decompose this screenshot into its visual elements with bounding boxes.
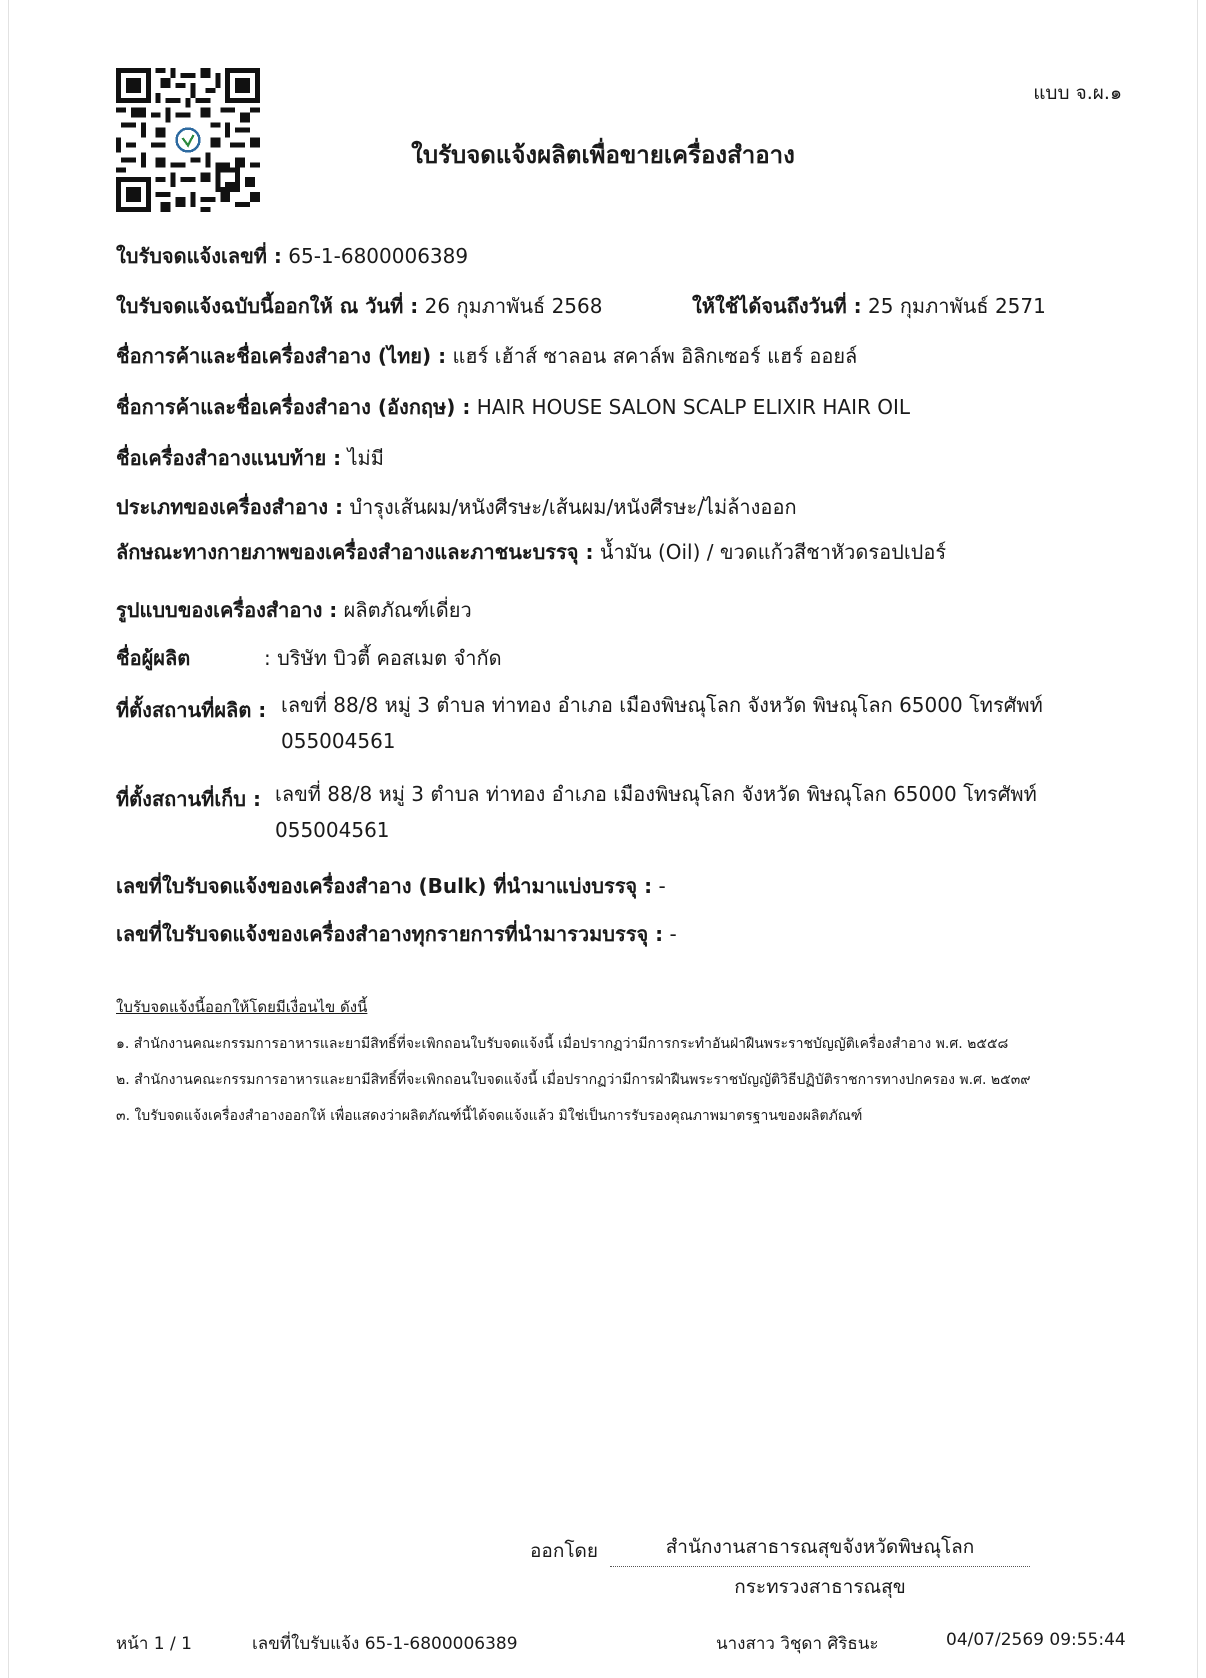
issue-date: 26 กุมภาพันธ์ 2568	[424, 294, 603, 318]
page-border-right	[1197, 0, 1198, 1678]
conditions-title: ใบรับจดแจ้งนี้ออกให้โดยมีเงื่อนไข ดังนี้	[116, 998, 368, 1016]
format-row	[116, 597, 472, 623]
valid-until-row	[692, 293, 1046, 319]
condition-item-2: ๒. สำนักงานคณะกรรมการอาหารและยามีสิทธิ์ที่จะเพิกถอนใบจดแจ้งนี้ เมื่อปรากฏว่ามีการฝ่าฝืนพระราชบัญญัติวิธีปฏิบัติราชการทางปกครอง พ.ศ. ๒๕๓๙	[116, 1072, 1031, 1088]
name-english-label: ชื่อการค้าและชื่อเครื่องสำอาง (อังกฤษ) :	[116, 395, 471, 419]
name-english: HAIR HOUSE SALON SCALP ELIXIR HAIR OIL	[476, 395, 910, 419]
combined-label: เลขที่ใบรับจดแจ้งของเครื่องสำอางทุกรายการที่นำมารวมบรรจุ :	[116, 922, 664, 946]
physical-label: ลักษณะทางกายภาพของเครื่องสำอางและภาชนะบรรจุ :	[116, 540, 594, 564]
name-english-row	[116, 394, 910, 420]
storage-address: เลขที่ 88/8 หมู่ 3 ตำบล ท่าทอง อำเภอ เมืองพิษณุโลก จังหวัด พิษณุโลก 65000 โทรศัพท์ 055004561	[275, 782, 1037, 842]
issuing-ministry: กระทรวงสาธารณสุข	[734, 1576, 906, 1598]
format-label: รูปแบบของเครื่องสำอาง :	[116, 598, 338, 622]
issuing-office: สำนักงานสาธารณสุขจังหวัดพิษณุโลก	[610, 1532, 1030, 1567]
combined-value: -	[669, 922, 677, 946]
manufacturer-row	[116, 645, 190, 671]
physical-value: น้ำมัน (Oil) / ขวดแก้วสีชาหัวดรอปเปอร์	[599, 540, 947, 564]
document-title: ใบรับจดแจ้งผลิตเพื่อขายเครื่องสำอาง	[411, 141, 795, 169]
storage-address-label: ที่ตั้งสถานที่เก็บ :	[116, 787, 261, 811]
name-thai: แฮร์ เฮ้าส์ ซาลอน สคาล์พ อิลิกเซอร์ แฮร์ ออยล์	[452, 344, 858, 368]
valid-until-date: 25 กุมภาพันธ์ 2571	[868, 294, 1046, 318]
condition-item-3: ๓. ใบรับจดแจ้งเครื่องสำอางออกให้ เพื่อแสดงว่าผลิตภัณฑ์นี้ได้จดแจ้งแล้ว มิใช่เป็นการรับรองคุณภาพมาตรฐานของผลิตภัณฑ์	[116, 1108, 863, 1124]
name-thai-label: ชื่อการค้าและชื่อเครื่องสำอาง (ไทย) :	[116, 344, 447, 368]
issued-by-label: ออกโดย	[530, 1540, 599, 1562]
name-thai-row	[116, 343, 857, 369]
footer-reference: เลขที่ใบรับแจ้ง 65-1-6800006389	[252, 1634, 518, 1654]
condition-item-1: ๑. สำนักงานคณะกรรมการอาหารและยามีสิทธิ์ที่จะเพิกถอนใบรับจดแจ้งนี้ เมื่อปรากฏว่ามีการกระทำอันฝ่าฝืนพระราชบัญญัติเครื่องสำอาง พ.ศ. ๒๕๕๘	[116, 1036, 1009, 1052]
cosmetic-type: บำรุงเส้นผม/หนังศีรษะ/เส้นผม/หนังศีรษะ/ไม่ล้างออก	[349, 495, 797, 519]
issue-date-row	[116, 293, 602, 319]
manufacturer-name: บริษัท บิวตี้ คอสเมต จำกัด	[277, 646, 502, 670]
page-border-left	[8, 0, 9, 1678]
form-code: แบบ จ.ผ.๑	[1033, 82, 1122, 104]
bulk-row	[116, 873, 666, 899]
appendix-label: ชื่อเครื่องสำอางแนบท้าย :	[116, 446, 342, 470]
mfg-address-label: ที่ตั้งสถานที่ผลิต :	[116, 698, 267, 722]
format-value: ผลิตภัณฑ์เดี่ยว	[343, 598, 472, 622]
valid-until-label: ให้ใช้ได้จนถึงวันที่ :	[692, 294, 862, 318]
notification-number-label: ใบรับจดแจ้งเลขที่ :	[116, 244, 282, 268]
mfg-address: เลขที่ 88/8 หมู่ 3 ตำบล ท่าทอง อำเภอ เมืองพิษณุโลก จังหวัด พิษณุโลก 65000 โทรศัพท์ 055004561	[281, 693, 1043, 753]
notification-number-row	[116, 243, 468, 269]
appendix-value: ไม่มี	[347, 446, 384, 470]
cosmetic-type-row	[116, 494, 797, 520]
bulk-label: เลขที่ใบรับจดแจ้งของเครื่องสำอาง (Bulk) ที่นำมาแบ่งบรรจุ :	[116, 874, 653, 898]
manufacturer-label: ชื่อผู้ผลิต	[116, 646, 191, 670]
officer-name: นางสาว วิชุดา ศิริธนะ	[716, 1634, 879, 1654]
issue-date-label: ใบรับจดแจ้งฉบับนี้ออกให้ ณ วันที่ :	[116, 294, 419, 318]
bulk-value: -	[658, 874, 666, 898]
appendix-row	[116, 445, 384, 471]
cosmetic-type-label: ประเภทของเครื่องสำอาง :	[116, 495, 343, 519]
manufacturer-colon: :	[264, 646, 271, 670]
physical-row	[116, 539, 946, 565]
manufacturer-value-row	[264, 645, 502, 671]
notification-number: 65-1-6800006389	[288, 244, 469, 268]
combined-row	[116, 921, 677, 947]
print-timestamp: 04/07/2569 09:55:44	[946, 1630, 1126, 1650]
page-number: หน้า 1 / 1	[116, 1634, 192, 1654]
